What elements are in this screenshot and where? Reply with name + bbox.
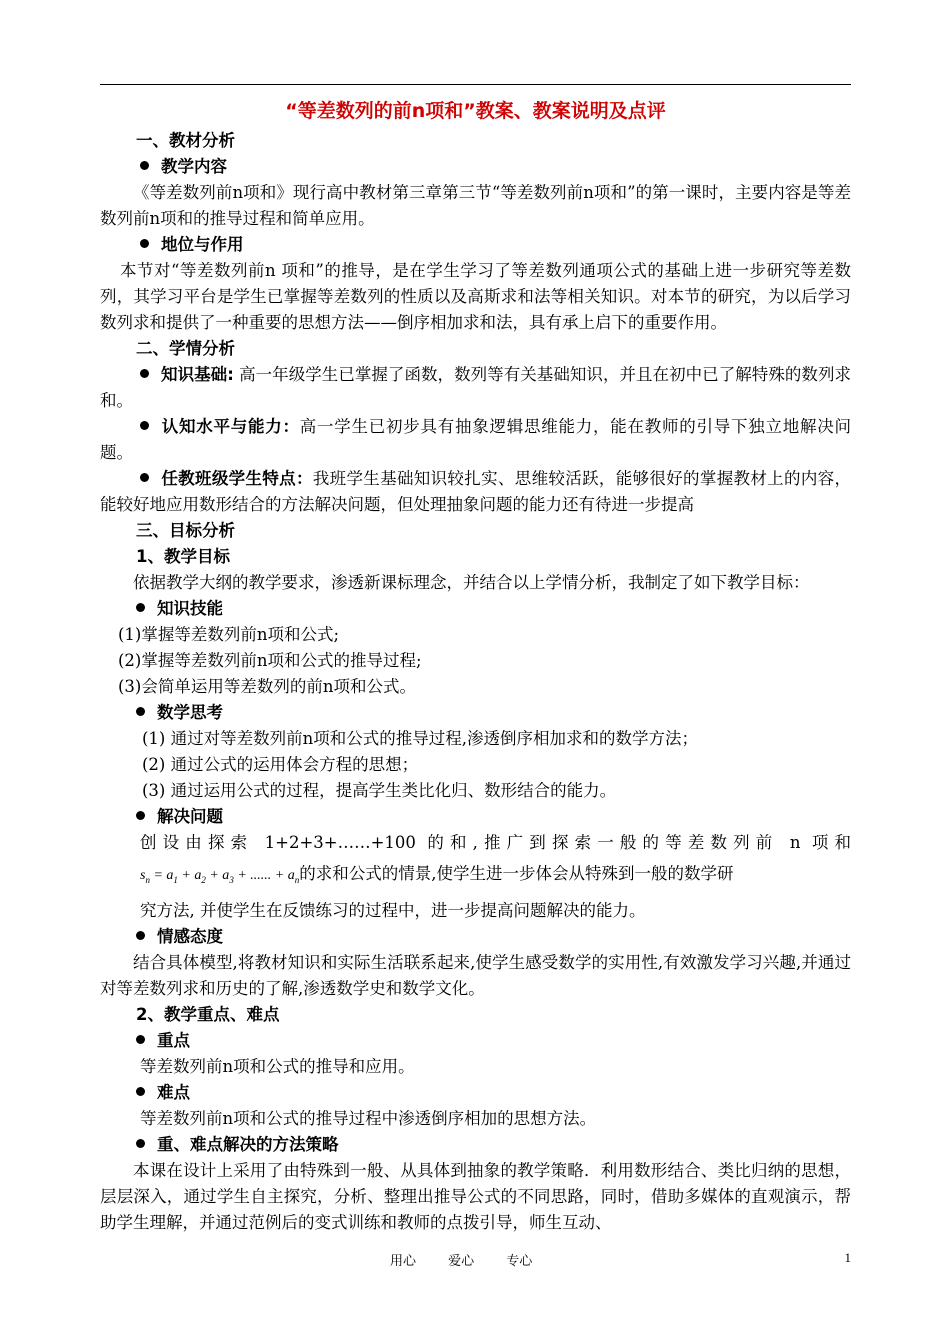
bullet-role: 地位与作用 [100,232,851,258]
bullet-dot-icon [140,161,149,170]
problem-solving-line-3: 究方法, 并使学生在反馈练习的过程中，进一步提高问题解决的能力。 [140,900,646,920]
sum-formula: $s_n = a_1 + a_2 + a_3$ + ...... + $a_n$ [140,868,300,885]
bullet-thinking: 数学思考 [100,700,851,726]
bullet-dot-icon [140,369,149,378]
problem-solving-line-1: 创设由探索 1+2+3+……+100 的和,推广到探索一般的等差数列前 n 项和 [140,833,851,852]
section-heading-goals: 三、目标分析 [136,521,235,540]
header-rule [100,84,851,85]
list-item: (1) 通过对等差数列前n项和公式的推导过程,渗透倒序相加求和的数学方法； [142,729,698,748]
list-item: (1)掌握等差数列前n项和公式; [118,625,340,644]
subheading-key-points: 2、教学重点、难点 [136,1004,280,1024]
paragraph-method: 本课在设计上采用了由特殊到一般、从具体到抽象的教学策略．利用数形结合、类比归纳的思想，层层深入，通过学生自主探究，分析、整理出推导公式的不同思路，同时，借助多媒体的直观演示，帮助学生理解，并通过范例后的变式训练和教师的点拨引导，师生互动、 [100,1160,851,1232]
footer-motto: 用心 爱心 专心 [390,1254,533,1269]
bullet-method: 重、难点解决的方法策略 [100,1132,851,1158]
paragraph-knowledge: 知识基础: 高一年级学生已掌握了函数，数列等有关基础知识，并且在初中已了解特殊的数列求和。 [100,365,851,410]
bullet-dot-icon [136,603,145,612]
paragraph-role: 本节对“等差数列前n 项和”的推导，是在学生学习了等差数列通项公式的基础上进一步研究等差数列，其学习平台是学生已掌握等差数列的性质以及高斯求和法等相关知识。对本节的研究，为以后学习数列求和提供了一种重要的思想方法——倒序相加求和法，具有承上启下的重要作用。 [100,261,851,332]
bullet-dot-icon [140,239,149,248]
bullet-dot-icon [140,473,149,482]
paragraph-goals-intro: 依据教学大纲的教学要求，渗透新课标理念，并结合以上学情分析，我制定了如下教学目标： [133,573,810,592]
list-item: (3) 通过运用公式的过程，提高学生类比化归、数形结合的能力。 [142,781,617,800]
document-page [100,96,851,1236]
section-heading-textbook: 一、教材分析 [136,131,235,150]
bullet-dot-icon [136,811,145,820]
bullet-dot-icon [136,931,145,940]
bullet-emotion: 情感态度 [100,924,851,950]
list-item: (2)掌握等差数列前n项和公式的推导过程; [118,651,422,670]
bullet-dot-icon [136,1087,145,1096]
bullet-dot-icon [140,421,149,430]
bullet-dot-icon [136,1139,145,1148]
paragraph-cognition: 认知水平与能力：高一学生已初步具有抽象逻辑思维能力，能在教师的引导下独立地解决问题。 [100,417,851,462]
list-item: (2) 通过公式的运用体会方程的思想； [142,755,419,774]
bullet-problem-solving: 解决问题 [100,804,851,830]
section-heading-students: 二、学情分析 [136,339,235,358]
bullet-skills: 知识技能 [100,596,851,622]
paragraph-difficulty: 等差数列前n项和公式的推导过程中渗透倒序相加的思想方法。 [140,1108,597,1128]
document-title: “等差数列的前n项和”教案、教案说明及点评 [285,100,666,122]
bullet-difficulty: 难点 [100,1080,851,1106]
bullet-content: 教学内容 [100,154,851,180]
paragraph-class-traits: 任教班级学生特点：我班学生基础知识较扎实、思维较活跃，能够很好的掌握教材上的内容，能较好地应用数形结合的方法解决问题，但处理抽象问题的能力还有待进一步提高 [100,469,852,514]
paragraph-key: 等差数列前n项和公式的推导和应用。 [140,1056,415,1076]
list-item: (3)会简单运用等差数列的前n项和公式。 [118,677,416,696]
bullet-dot-icon [136,707,145,716]
problem-solving-line-2: $s_n = a_1 + a_2 + a_3$ + ...... + $a_n$的求和公式的情景,使学生进一步体会从特殊到一般的数学研 [140,864,734,885]
bullet-key: 重点 [100,1028,851,1054]
page-number: 1 [844,1250,851,1265]
paragraph-emotion: 结合具体模型,将教材知识和实际生活联系起来,使学生感受数学的实用性,有效激发学习兴趣,并通过对等差数列求和历史的了解,渗透数学史和数学文化。 [100,952,851,998]
paragraph-content: 《等差数列前n项和》现行高中教材第三章第三节“等差数列前n项和”的第一课时，主要内容是等差数列前n项和的推导过程和简单应用。 [100,183,851,228]
subheading-teaching-goals: 1、教学目标 [136,547,230,566]
bullet-dot-icon [136,1035,145,1044]
